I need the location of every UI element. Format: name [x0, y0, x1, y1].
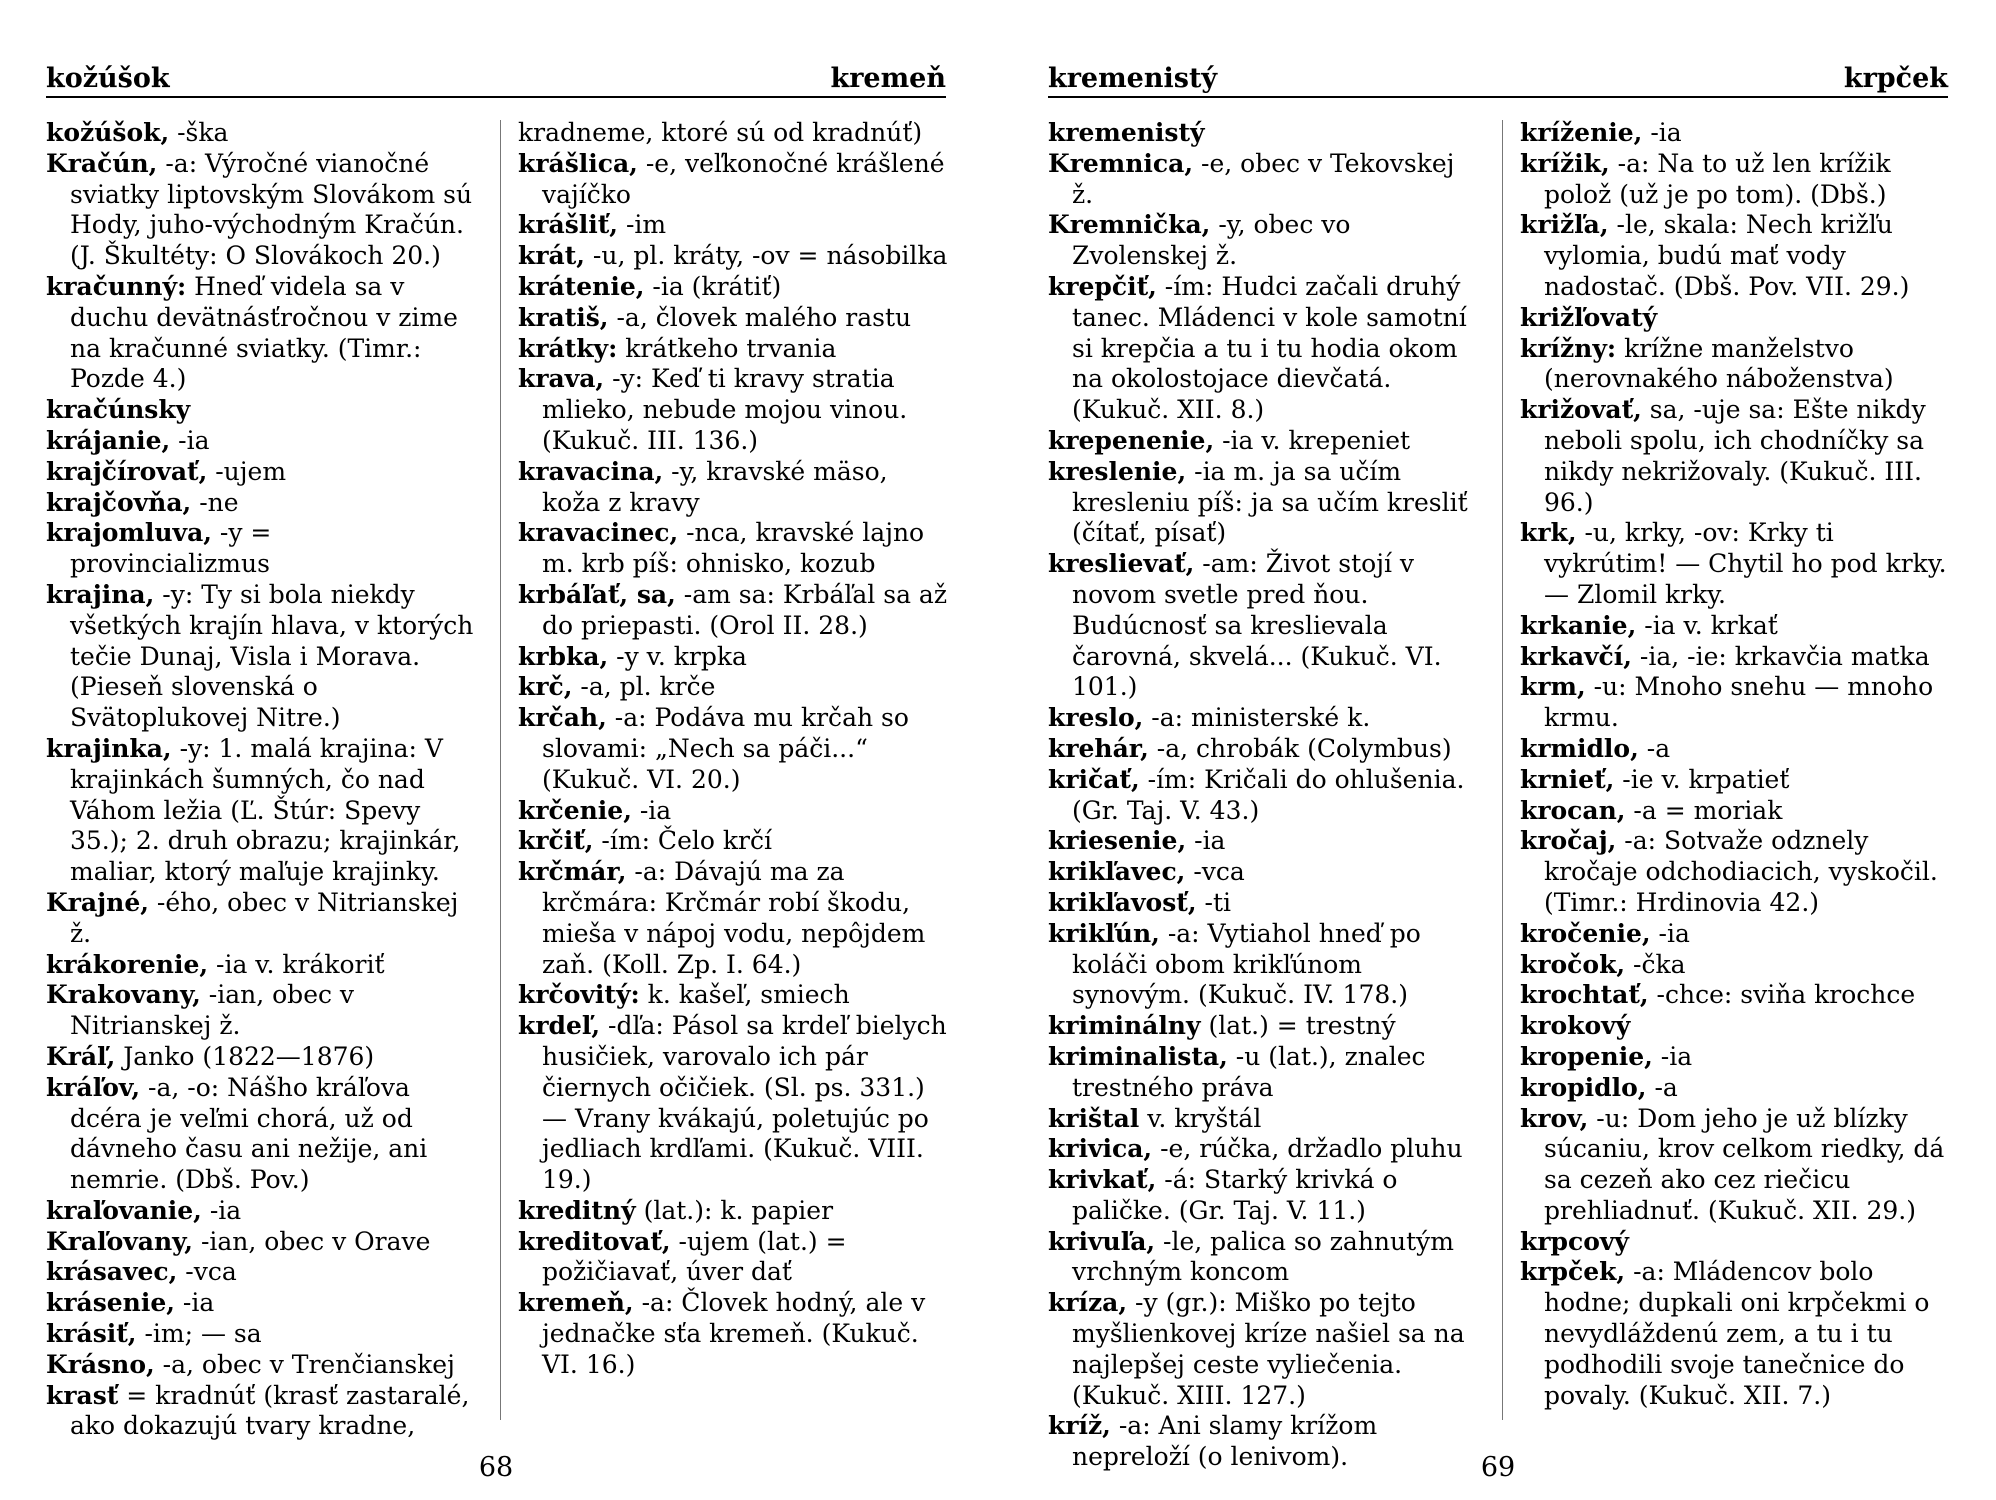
dictionary-entry — [518, 980, 948, 1011]
headword: krč, — [518, 672, 573, 702]
headword: kreslenie, — [1048, 456, 1187, 486]
dictionary-entry — [1520, 765, 1950, 796]
headword: krajomluva, — [46, 518, 212, 548]
entry-definition: -ia — [170, 425, 210, 455]
headword: krátky: — [518, 333, 618, 363]
entry-definition: -a: Vytiahol hneď po koláči obom krikľúnom synovým. (Kukuč. IV. 178.) — [1072, 918, 1421, 1010]
headword: kremenistý — [1048, 118, 1205, 147]
headword: kreditný — [518, 1195, 636, 1225]
headword: kriminalista, — [1048, 1041, 1228, 1071]
dictionary-entry — [518, 1196, 948, 1227]
dictionary-entry — [1520, 334, 1950, 396]
dictionary-entry — [46, 1381, 476, 1443]
dictionary-entry — [1048, 826, 1478, 857]
column-1 — [46, 118, 476, 1442]
dictionary-entry — [518, 672, 948, 703]
headword: krátenie, — [518, 271, 645, 301]
dictionary-entry — [518, 210, 948, 241]
entry-definition: -a: Ani slamy krížom nepreloží (o lenivom). — [1072, 1411, 1378, 1472]
dictionary-entry — [1048, 1042, 1478, 1104]
entry-definition: -y (gr.): Miško po tejto myšlienkovej kríze našiel sa na najlepšej ceste vyliečenia. (Kukuč. XIII. 127.) — [1072, 1288, 1465, 1410]
headword: krikľavec, — [1048, 857, 1186, 887]
headword: kravacina, — [518, 456, 664, 486]
entry-definition: -a — [1638, 733, 1671, 763]
dictionary-entry — [46, 1350, 476, 1381]
headword: kriminálny — [1048, 1011, 1201, 1041]
entry-definition: -ia — [1642, 118, 1682, 147]
entry-definition: krátkeho trvania — [617, 333, 837, 363]
dictionary-entry — [46, 734, 476, 888]
dictionary-entry — [1520, 826, 1950, 918]
running-head — [1048, 62, 1948, 98]
dictionary-entry — [1048, 1288, 1478, 1411]
headword: krikľún, — [1048, 918, 1160, 948]
dictionary-entry — [46, 488, 476, 519]
dictionary-entry — [46, 980, 476, 1042]
entry-definition: -ujem (lat.) = požičiavať, úver dať — [542, 1226, 847, 1287]
headword: krepenenie, — [1048, 425, 1215, 455]
headword: krášlica, — [518, 148, 638, 178]
entry-definition: -ím: Kričali do ohlušenia. (Gr. Taj. V. 43.) — [1072, 764, 1465, 825]
headword: kropenie, — [1520, 1041, 1653, 1071]
headword: kríženie, — [1520, 118, 1643, 147]
headword: križľa, — [1520, 210, 1609, 240]
left-page — [36, 0, 956, 1500]
running-head-left: kremenistý — [1048, 63, 1218, 94]
headword: krkanie, — [1520, 610, 1637, 640]
dictionary-entry — [46, 395, 476, 426]
dictionary-entry — [518, 457, 948, 519]
headword: krivuľa, — [1048, 1226, 1156, 1256]
entry-definition: -e, veľkonočné krášlené vajíčko — [542, 148, 945, 209]
dictionary-entry — [1520, 980, 1950, 1011]
headword: kračunný: — [46, 271, 187, 301]
entry-definition: -ím: Hudci začali druhý tanec. Mládenci v kole samotní si krepčia a tu i tu hodia okom na okolostojace dievčatá. (Kukuč. XII. 8.) — [1072, 271, 1467, 425]
entry-definition: -u (lat.), znalec trestného práva — [1072, 1041, 1426, 1102]
entry-definition: -ian, obec v Nitrianskej ž. — [70, 980, 355, 1041]
page-number: 68 — [478, 1452, 514, 1483]
column-1 — [1048, 118, 1478, 1473]
dictionary-entry — [1520, 1104, 1950, 1227]
headword: krájanie, — [46, 425, 171, 455]
entry-definition: -ia — [1652, 1041, 1693, 1071]
headword: Kráľ, — [46, 1041, 116, 1071]
headword: Krásno, — [46, 1349, 155, 1379]
entry-definition: Hneď videla sa v duchu devätnásťročnou v zime na kračunné sviatky. (Timr.: Pozde 4.) — [70, 271, 458, 394]
headword: krmidlo, — [1520, 733, 1639, 763]
dictionary-entry — [1048, 457, 1478, 549]
dictionary-entry — [1520, 672, 1950, 734]
entry-definition: -a: Podáva mu krčah so slovami: „Nech sa páči...“ (Kukuč. VI. 20.) — [542, 703, 909, 794]
dictionary-entry — [46, 888, 476, 950]
entry-definition: -ia v. krákoriť — [208, 949, 385, 979]
entry-definition: -a, obec v Trenčianskej — [154, 1349, 455, 1379]
entry-definition: -ška — [169, 118, 229, 147]
headword: Kremnička, — [1048, 210, 1211, 240]
headword: kožúšok, — [46, 118, 170, 147]
entry-definition: kradneme, ktoré sú od kradnúť) — [518, 118, 923, 147]
entry-definition: -a = moriak — [1625, 795, 1783, 825]
dictionary-entry — [46, 1257, 476, 1288]
dictionary-entry — [518, 149, 948, 211]
headword: kríza, — [1048, 1288, 1128, 1318]
dictionary-entry — [1048, 734, 1478, 765]
dictionary-entry — [518, 1288, 948, 1380]
headword: kríž, — [1048, 1411, 1111, 1441]
header-rule — [1048, 96, 1948, 98]
entry-definition: -a: Mládencov bolo hodne; dupkali oni krpčekmi o nevydláždenú zem, a tu i tu podhodili svoje tanečnice do povaly. (Kukuč. XII. 7.) — [1544, 1257, 1930, 1410]
headword: krivica, — [1048, 1134, 1153, 1164]
dictionary-entry — [1520, 1073, 1950, 1104]
dictionary-entry — [1520, 1042, 1950, 1073]
entry-definition: -čka — [1625, 949, 1686, 979]
headword: krajina, — [46, 579, 155, 609]
entry-definition: (lat.) = trestný — [1200, 1011, 1396, 1041]
headword: krásiť, — [46, 1319, 137, 1349]
entry-definition: -a: Človek hodný, ale v jednačke sťa kremeň. (Kukuč. VI. 16.) — [542, 1288, 926, 1379]
dictionary-entry — [46, 1288, 476, 1319]
entry-definition: Janko (1822—1876) — [115, 1041, 375, 1071]
entry-definition: k. kašeľ, smiech — [639, 980, 850, 1010]
dictionary-entry — [1048, 1011, 1478, 1042]
dictionary-entry — [1048, 919, 1478, 1011]
headword: kričať, — [1048, 764, 1140, 794]
headword: krajinka, — [46, 733, 172, 763]
dictionary-entry — [46, 950, 476, 981]
headword: krkavčí, — [1520, 641, 1632, 671]
dictionary-entry — [518, 642, 948, 673]
headword: krášliť, — [518, 210, 619, 240]
dictionary-entry — [46, 1073, 476, 1196]
dictionary-entry — [1520, 919, 1950, 950]
headword: kročaj, — [1520, 826, 1617, 856]
entry-definition: -ne — [191, 487, 239, 517]
entry-definition: -le, palica so zahnutým vrchným koncom — [1072, 1226, 1455, 1287]
dictionary-entry — [1048, 210, 1478, 272]
entry-definition: -e, rúčka, držadlo pluhu — [1152, 1134, 1463, 1164]
headword: krížny: — [1520, 333, 1617, 363]
entry-definition: -y: Ty si bola niekdy všetkých krajín hlava, v ktorých tečie Dunaj, Visla i Morava. (Pieseň slovenská o Svätoplukovej Nitre.) — [70, 579, 474, 733]
dictionary-entry — [1520, 118, 1950, 149]
headword: kreslo, — [1048, 703, 1144, 733]
dictionary-entry — [518, 857, 948, 980]
running-head-right: krpček — [1843, 63, 1948, 94]
entry-definition: -ia — [1650, 918, 1690, 948]
dictionary-entry — [518, 1011, 948, 1196]
entry-definition: (lat.): k. papier — [635, 1195, 834, 1225]
entry-definition: -im — [618, 210, 667, 240]
entry-definition: -ím: Čelo krčí — [593, 826, 772, 856]
dictionary-entry — [518, 364, 948, 456]
dictionary-entry — [518, 518, 948, 580]
running-head-right: kremeň — [830, 63, 946, 94]
entry-definition: -a, človek malého rastu — [608, 302, 912, 332]
entry-definition: -ého, obec v Nitrianskej ž. — [70, 887, 459, 948]
entry-definition: -a, pl. krče — [572, 672, 716, 702]
dictionary-entry — [1048, 765, 1478, 827]
entry-definition: -y = provincializmus — [70, 518, 272, 579]
dictionary-entry — [518, 303, 948, 334]
dictionary-entry — [46, 1319, 476, 1350]
entry-definition: -y, obec vo Zvolenskej ž. — [1072, 210, 1351, 271]
entry-definition: -y: 1. malá krajina: V krajinkách šumných, čo nad Váhom ležia (Ľ. Štúr: Spevy 35.); 2. druh obrazu; krajinkár, maliar, ktorý maľuje krajinky. — [70, 733, 461, 887]
entry-definition: sa, -uje sa: Ešte nikdy neboli spolu, ich chodníčky sa nikdy nekrižovaly. (Kukuč. III. 96.) — [1544, 395, 1926, 517]
headword: krochtať, — [1520, 980, 1649, 1010]
column-2 — [518, 118, 948, 1381]
page-number: 69 — [1480, 1452, 1516, 1483]
headword: krajčovňa, — [46, 487, 192, 517]
headword: kropidlo, — [1520, 1072, 1647, 1102]
headword: kriesenie, — [1048, 826, 1187, 856]
headword: kračúnsky — [46, 395, 191, 425]
dictionary-entry — [46, 426, 476, 457]
dictionary-entry — [46, 1196, 476, 1227]
entry-definition: -a, -o: Nášho kráľova dcéra je veľmi chorá, už od dávneho času ani nežije, ani nemrie. (Dbš. Pov.) — [70, 1072, 428, 1195]
entry-definition: -le, skala: Nech križľu vylomia, budú mať vody nadostač. (Dbš. Pov. VII. 29.) — [1544, 210, 1910, 301]
entry-definition: -e, obec v Tekovskej ž. — [1072, 148, 1455, 209]
entry-definition: -am sa: Krbáľal sa až do priepasti. (Orol II. 28.) — [542, 579, 948, 640]
entry-definition: -y, kravské mäso, koža z kravy — [542, 456, 888, 517]
headword: Kremnica, — [1048, 148, 1194, 178]
dictionary-entry — [1520, 1227, 1950, 1258]
dictionary-entry — [46, 1042, 476, 1073]
entry-definition: -im; — sa — [136, 1319, 262, 1349]
running-head-left: kožúšok — [46, 63, 170, 94]
headword: krčah, — [518, 703, 607, 733]
headword: krčiť, — [518, 826, 594, 856]
dictionary-entry — [1520, 1257, 1950, 1411]
entry-definition: -ia (krátiť) — [644, 271, 782, 301]
dictionary-entry — [46, 1227, 476, 1258]
header-rule — [46, 96, 946, 98]
entry-definition: -ujem — [207, 456, 287, 486]
dictionary-entry — [518, 796, 948, 827]
entry-definition: krížne manželstvo (nerovnakého náboženstva) — [1544, 333, 1894, 394]
headword: krocan, — [1520, 795, 1626, 825]
dictionary-entry — [518, 334, 948, 365]
headword: krištal — [1048, 1103, 1140, 1133]
headword: krdeľ, — [518, 1011, 601, 1041]
entry-definition: -ian, obec v Orave — [193, 1226, 431, 1256]
dictionary-entry — [1520, 611, 1950, 642]
dictionary-entry — [1048, 272, 1478, 426]
entry-definition: -ia — [174, 1288, 215, 1318]
entry-definition: -vca — [1185, 857, 1245, 887]
dictionary-entry — [1048, 1227, 1478, 1289]
headword: krk, — [1520, 518, 1577, 548]
dictionary-entry — [1520, 1011, 1950, 1042]
entry-definition: -ia v. krepeniet — [1214, 425, 1411, 455]
headword: krehár, — [1048, 733, 1149, 763]
entry-definition: -am: Život stojí v novom svetle pred ňou. Budúcnosť sa kreslievala čarovná, skvelá... (Kukuč. VI. 101.) — [1072, 549, 1442, 702]
dictionary-entry — [1048, 1134, 1478, 1165]
headword: krát, — [518, 241, 585, 271]
dictionary-entry — [1048, 549, 1478, 703]
headword: križovať, — [1520, 395, 1642, 425]
headword: krokový — [1520, 1011, 1631, 1041]
column-2 — [1520, 118, 1950, 1411]
dictionary-entry — [46, 580, 476, 734]
right-page — [1038, 0, 1958, 1500]
dictionary-entry — [1048, 426, 1478, 457]
dictionary-entry — [46, 118, 476, 149]
headword: krásenie, — [46, 1288, 175, 1318]
entry-definition: v. kryštál — [1139, 1103, 1262, 1133]
entry-definition: -y: Keď ti kravy stratia mlieko, nebude mojou vinou. (Kukuč. III. 136.) — [542, 364, 908, 455]
dictionary-entry — [1520, 303, 1950, 334]
headword: krivkať, — [1048, 1165, 1157, 1195]
column-divider — [500, 120, 501, 1420]
headword: krpcový — [1520, 1226, 1629, 1256]
entry-definition: -nca, kravské lajno m. krb píš: ohnisko, kozub — [542, 518, 925, 579]
dictionary-entry — [46, 457, 476, 488]
headword: krížik, — [1520, 148, 1610, 178]
dictionary-entry — [1520, 734, 1950, 765]
headword: kraľovanie, — [46, 1195, 202, 1225]
entry-definition: -a: Na to už len krížik polož (už je po tom). (Dbš.) — [1544, 148, 1891, 209]
headword: krnieť, — [1520, 764, 1615, 794]
headword: krákorenie, — [46, 949, 209, 979]
dictionary-entry — [1048, 149, 1478, 211]
dictionary-entry — [518, 826, 948, 857]
entry-definition: -ia m. ja sa učím kresleniu píš: ja sa učím kresliť (čítať, písať) — [1072, 456, 1468, 548]
headword: krásavec, — [46, 1257, 178, 1287]
headword: krčmár, — [518, 857, 627, 887]
dictionary-entry — [1048, 1165, 1478, 1227]
headword: krov, — [1520, 1103, 1589, 1133]
headword: Krakovany, — [46, 980, 201, 1010]
dictionary-entry — [46, 149, 476, 272]
running-head — [46, 62, 946, 98]
entry-definition: -ia v. krkať — [1636, 610, 1778, 640]
entry-definition: -y v. krpka — [608, 641, 747, 671]
entry-definition: -a: ministerské k. — [1143, 703, 1371, 733]
entry-definition: -a: Sotvaže odznely kročaje odchodiacich, vyskočil. (Timr.: Hrdinovia 42.) — [1544, 826, 1938, 917]
entry-definition: = kradnúť (krasť zastaralé, ako dokazujú tvary kradne, — [70, 1380, 470, 1441]
headword: krava, — [518, 364, 605, 394]
dictionary-entry — [518, 580, 948, 642]
entry-definition: -ia — [201, 1195, 242, 1225]
headword: križľovatý — [1520, 302, 1658, 332]
dictionary-entry — [518, 1227, 948, 1289]
dictionary-entry — [518, 703, 948, 795]
headword: krm, — [1520, 672, 1586, 702]
headword: krepčiť, — [1048, 271, 1157, 301]
headword: krčovitý: — [518, 980, 640, 1010]
entry-definition: -a — [1646, 1072, 1678, 1102]
dictionary-entry — [1520, 950, 1950, 981]
entry-definition: -vca — [177, 1257, 237, 1287]
headword: krasť — [46, 1380, 119, 1410]
entry-definition: -ti — [1196, 887, 1231, 917]
entry-definition: -ie v. krpatieť — [1614, 764, 1790, 794]
entry-definition: -ia — [1186, 826, 1226, 856]
entry-definition: -u, krky, -ov: Krky ti vykrútim! — Chytil ho pod krky. — Zlomil krky. — [1544, 518, 1947, 609]
entry-definition: -u: Dom jeho je už blízky súcaniu, krov celkom riedky, dá sa cezeň ako cez riečicu prehliadnuť. (Kukuč. XII. 29.) — [1544, 1103, 1945, 1225]
entry-definition: -ia, -ie: krkavčia matka — [1631, 641, 1930, 671]
dictionary-entry — [46, 518, 476, 580]
dictionary-entry — [1048, 888, 1478, 919]
headword: krbáľať, sa, — [518, 579, 676, 609]
headword: krčenie, — [518, 795, 632, 825]
entry-definition: -a, chrobák (Colymbus) — [1148, 733, 1452, 763]
dictionary-entry — [1520, 395, 1950, 518]
entry-definition: -a: Dávajú ma za krčmára: Krčmár robí škodu, mieša v nápoj vodu, nepôjdem zaň. (Koll. Zp. I. 64.) — [542, 857, 926, 979]
headword: Kračún, — [46, 148, 158, 178]
headword: krikľavosť, — [1048, 887, 1197, 917]
entry-definition: -á: Starký krivká o paličke. (Gr. Taj. V. 11.) — [1072, 1165, 1398, 1225]
entry-definition: -u: Mnoho snehu — mnoho krmu. — [1544, 672, 1934, 733]
headword: Kraľovany, — [46, 1226, 194, 1256]
entry-definition: -dľa: Pásol sa krdeľ bielych husičiek, varovalo ich pár čiernych očičiek. (Sl. ps. 331.) — Vrany kvákajú, poletujúc po jedliach krdľami. (Kukuč. VIII. 19.) — [542, 1011, 947, 1195]
headword: Krajné, — [46, 887, 149, 917]
dictionary-entry — [1520, 149, 1950, 211]
dictionary-entry — [1048, 1104, 1478, 1135]
headword: kročok, — [1520, 949, 1626, 979]
headword: krpček, — [1520, 1257, 1626, 1287]
column-divider — [1502, 120, 1503, 1420]
entry-definition: -chce: sviňa krochce — [1648, 980, 1916, 1010]
entry-definition: -a: Výročné vianočné sviatky liptovským Slovákom sú Hody, juho-východným Kračún. (J. Škultéty: O Slovákoch 20.) — [70, 148, 473, 271]
dictionary-entry — [1520, 796, 1950, 827]
headword: kročenie, — [1520, 918, 1651, 948]
dictionary-entry — [1520, 210, 1950, 302]
headword: kremeň, — [518, 1288, 634, 1318]
headword: krbka, — [518, 641, 609, 671]
headword: krajčírovať, — [46, 456, 208, 486]
headword: kreditovať, — [518, 1226, 671, 1256]
dictionary-entry — [1520, 518, 1950, 610]
dictionary-entry — [1048, 857, 1478, 888]
dictionary-entry — [518, 272, 948, 303]
dictionary-entry — [518, 118, 948, 149]
entry-definition: -u, pl. kráty, -ov = násobilka — [584, 241, 948, 271]
dictionary-entry — [1520, 642, 1950, 673]
dictionary-entry — [1048, 118, 1478, 149]
dictionary-entry — [46, 272, 476, 395]
dictionary-entry — [518, 241, 948, 272]
headword: kráľov, — [46, 1072, 141, 1102]
dictionary-entry — [1048, 703, 1478, 734]
headword: kreslievať, — [1048, 549, 1195, 579]
entry-definition: -ia — [631, 795, 672, 825]
headword: kratiš, — [518, 302, 609, 332]
headword: kravacinec, — [518, 518, 679, 548]
